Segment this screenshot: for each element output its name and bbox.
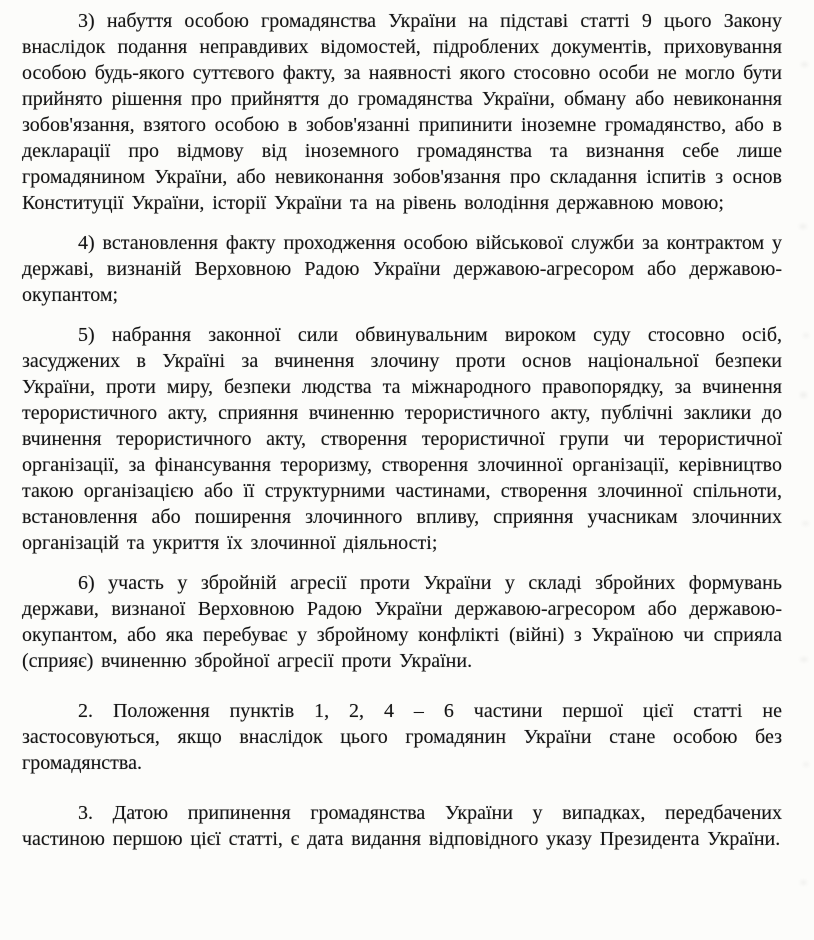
- paragraph-part-2: 2. Положення пунктів 1, 2, 4 – 6 частини першої цієї статті не застосовуються, якщо внаслідок цього громадянин України стане особою без громадянства.: [22, 700, 782, 774]
- paragraph-item-6: 6) участь у збройній агресії проти України у складі збройних формувань держави, визнаної Верховною Радою України державою-агресором або державою-окупантом, або яка перебуває у збройному конфлікті (війні) з Україною чи сприяла (сприяє) вчиненню збройної агресії проти України.: [22, 572, 782, 672]
- paragraph-part-3: 3. Датою припинення громадянства України у випадках, передбачених частиною першою цієї статті, є дата видання відповідного указу Президента України.: [22, 802, 782, 850]
- paragraph-item-3: 3) набуття особою громадянства України на підставі статті 9 цього Закону внаслідок подання неправдивих відомостей, підроблених документів, приховування особою будь-якого суттєвого факту, за наявності якого стосовно особи не могло бути прийнято рішення про прийняття до громадянства України, обману або невиконання зобов'язання, взятого особою в зобов'язанні припинити іноземне громадянство, або в декларації про відмову від іноземного громадянства та визнання себе лише громадянином України, або невиконання зобов'язання про складання іспитів з основ Конституції України, історії України та на рівень володіння державною мовою;: [22, 10, 782, 214]
- paragraph-item-4: 4) встановлення факту проходження особою військової служби за контрактом у державі, визнаній Верховною Радою України державою-агресором або державою-окупантом;: [22, 232, 782, 306]
- paragraph-item-5: 5) набрання законної сили обвинувальним вироком суду стосовно осіб, засуджених в Україні за вчинення злочину проти основ національної безпеки України, проти миру, безпеки людства та міжнародного правопорядку, за вчинення терористичного акту, сприяння вчиненню терористичного акту, публічні заклики до вчинення терористичного акту, створення терористичної групи чи терористичної організації, за фінансування тероризму, створення злочинної організації, керівництво такою організацією або її структурними частинами, створення злочинної спільноти, встановлення або поширення злочинного впливу, сприяння учасникам злочинних організацій та укриття їх злочинної діяльності;: [22, 324, 782, 554]
